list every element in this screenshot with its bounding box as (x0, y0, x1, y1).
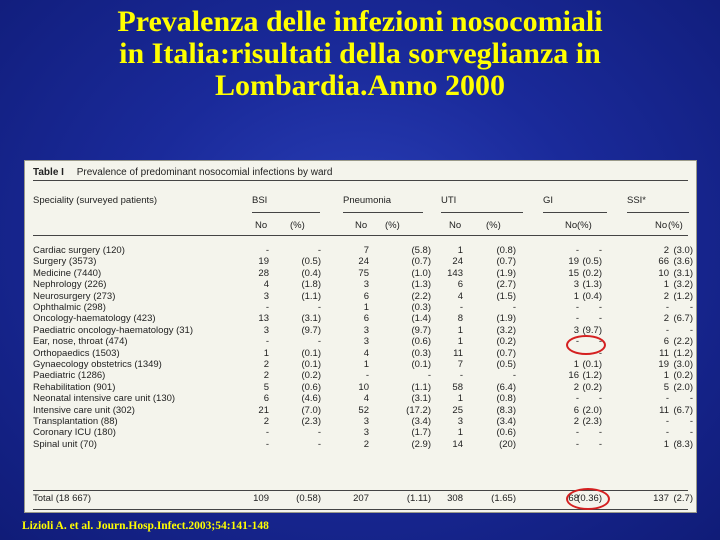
row-speciality: Coronary ICU (180) (33, 427, 116, 439)
cell-count: - (665, 427, 669, 439)
table-row (25, 291, 696, 302)
cell-count: - (265, 336, 269, 348)
subheader-pct: (%) (577, 220, 592, 231)
cell-count: 19 (568, 256, 579, 268)
cell-percent: (1.9) (496, 313, 516, 325)
bottom-rule (33, 509, 688, 510)
cell-percent: - (598, 313, 602, 325)
cell-count: 11 (453, 347, 463, 359)
slide-title (0, 6, 720, 102)
cell-count: 2 (263, 370, 269, 382)
cell-count: 1 (457, 324, 463, 336)
cell-count: 28 (258, 267, 269, 279)
cell-count: 1 (663, 438, 669, 450)
cell-percent: - (689, 427, 693, 439)
cell-percent: (1.3) (411, 279, 431, 291)
cell-percent: (0.1) (301, 359, 321, 370)
cell-count: - (575, 302, 579, 313)
cell-count: - (265, 438, 269, 450)
cell-count: 2 (573, 416, 579, 427)
cell-percent: (0.2) (582, 381, 602, 393)
cell-percent: (1.3) (582, 279, 602, 291)
cell-percent: - (512, 302, 516, 313)
cell-count: 3 (363, 279, 369, 291)
cell-percent: (3.2) (673, 279, 693, 291)
header-rule (33, 235, 688, 236)
cell-percent: - (598, 245, 602, 256)
cell-count: - (575, 313, 579, 325)
cell-percent: (9.7) (582, 324, 602, 336)
title-line-1: Prevalenza delle infezioni nosocomiali (117, 5, 603, 38)
cell-count: 24 (452, 256, 463, 268)
row-speciality: Total (18 667) (33, 493, 92, 504)
cell-count: 1 (573, 359, 579, 370)
table-row (25, 370, 696, 381)
cell-count: 25 (452, 404, 463, 416)
cell-count: 11 (659, 347, 669, 359)
cell-percent: (0.6) (411, 336, 431, 348)
cell-count: - (265, 302, 269, 313)
cell-percent: (1.65) (491, 493, 516, 504)
cell-count: - (575, 393, 579, 405)
table-row (25, 348, 696, 359)
group-header-bsi: BSI (252, 195, 268, 206)
cell-count: 6 (663, 336, 669, 348)
cell-count: 75 (358, 267, 369, 279)
cell-count: 66 (658, 256, 669, 268)
cell-percent: (0.8) (496, 393, 516, 405)
cell-count: - (459, 302, 463, 313)
cell-count: - (665, 302, 669, 313)
cell-count: 3 (457, 416, 463, 427)
cell-percent: (3.2) (496, 324, 516, 336)
cell-percent: (17.2) (406, 404, 431, 416)
cell-percent: (0.7) (496, 256, 516, 268)
cell-percent: (20) (499, 438, 516, 450)
cell-percent: (3.1) (673, 267, 693, 279)
cell-percent: (2.7) (496, 279, 516, 291)
cell-percent: - (598, 347, 602, 359)
cell-count: 1 (457, 336, 463, 348)
cell-count: 3 (263, 324, 269, 336)
cell-count: 1 (663, 370, 669, 382)
cell-count: 21 (258, 404, 269, 416)
cell-count: - (665, 324, 669, 336)
cell-percent: (0.2) (301, 370, 321, 382)
cell-percent: (0.7) (496, 347, 516, 359)
row-speciality: Paediatric oncology-haematology (31) (33, 324, 194, 336)
cell-count: 1 (263, 347, 269, 359)
group-header-uti: UTI (441, 195, 457, 206)
cell-percent: (0.7) (411, 256, 431, 268)
cell-count: 2 (663, 313, 669, 325)
cell-percent: - (317, 302, 321, 313)
cell-count: 5 (263, 381, 269, 393)
cell-count: 6 (263, 393, 269, 405)
cell-count: 1 (457, 245, 463, 256)
cell-count: 2 (263, 359, 269, 370)
cell-percent: - (512, 370, 516, 382)
cell-percent: (2.3) (301, 416, 321, 427)
cell-percent: (1.9) (496, 267, 516, 279)
table-row (25, 313, 696, 324)
table-row (25, 405, 696, 416)
cell-percent: (3.0) (673, 359, 693, 370)
cell-percent: (1.1) (411, 381, 431, 393)
table-row (25, 256, 696, 267)
cell-percent: - (598, 427, 602, 439)
cell-count: 6 (573, 404, 579, 416)
cell-percent: (0.5) (301, 256, 321, 268)
cell-count: 2 (263, 416, 269, 427)
cell-percent: (0.5) (582, 256, 602, 268)
cell-percent: - (317, 245, 321, 256)
cell-count: 5 (663, 381, 669, 393)
top-rule (33, 180, 688, 181)
cell-count: 3 (573, 324, 579, 336)
cell-percent: - (598, 393, 602, 405)
row-speciality: Ear, nose, throat (474) (33, 336, 128, 348)
table-row (25, 245, 696, 256)
cell-percent: (1.7) (411, 427, 431, 439)
cell-percent: (3.1) (411, 393, 431, 405)
cell-count: 14 (452, 438, 463, 450)
cell-percent: - (598, 336, 602, 348)
group-header-pneumonia: Pneumonia (343, 195, 392, 206)
subheader-pct: (%) (668, 220, 683, 231)
cell-percent: (0.1) (582, 359, 602, 370)
table-caption (33, 167, 332, 178)
cell-count: 52 (358, 404, 369, 416)
row-speciality: Oncology-haematology (423) (33, 313, 156, 325)
row-speciality: Neonatal intensive care unit (130) (33, 393, 176, 405)
cell-count: - (265, 245, 269, 256)
cell-percent: - (317, 438, 321, 450)
cell-count: 4 (363, 393, 369, 405)
cell-count: 1 (457, 393, 463, 405)
cell-percent: - (689, 324, 693, 336)
cell-percent: (0.36) (577, 493, 602, 504)
cell-count: 3 (363, 324, 369, 336)
cell-count: 4 (363, 347, 369, 359)
row-speciality: Rehabilitation (901) (33, 381, 116, 393)
cell-count: 58 (452, 381, 463, 393)
cell-percent: (0.6) (496, 427, 516, 439)
cell-count: 308 (447, 493, 463, 504)
cell-percent: (1.2) (582, 370, 602, 382)
cell-count: 109 (253, 493, 269, 504)
cell-percent: (1.8) (301, 279, 321, 291)
subheader-no: No (655, 220, 668, 231)
cell-count: - (575, 347, 579, 359)
citation: Lizioli A. et al. Journ.Hosp.Infect.2003;54:141-148 (22, 520, 269, 532)
cell-count: 7 (457, 359, 463, 370)
cell-count: 137 (653, 493, 669, 504)
row-speciality: Transplantation (88) (33, 416, 118, 427)
cell-percent: (0.6) (301, 381, 321, 393)
row-speciality: Spinal unit (70) (33, 438, 97, 450)
cell-count: 3 (263, 290, 269, 302)
table-row (25, 336, 696, 347)
cell-count: 3 (363, 416, 369, 427)
cell-percent: (6.4) (496, 381, 516, 393)
table-row (25, 382, 696, 393)
row-speciality: Paediatric (1286) (33, 370, 106, 382)
cell-count: - (265, 427, 269, 439)
cell-count: 1 (363, 359, 369, 370)
cell-percent: (5.8) (411, 245, 431, 256)
cell-percent: (2.2) (673, 336, 693, 348)
cell-percent: (0.2) (673, 370, 693, 382)
cell-count: 143 (447, 267, 463, 279)
row-speciality: Nephrology (226) (33, 279, 107, 291)
cell-percent: (0.58) (296, 493, 321, 504)
cell-count: 2 (663, 245, 669, 256)
row-speciality: Medicine (7440) (33, 267, 102, 279)
cell-count: - (459, 370, 463, 382)
cell-percent: (1.4) (411, 313, 431, 325)
cell-percent: (2.0) (582, 404, 602, 416)
subheader-pct: (%) (385, 220, 400, 231)
table-caption-text: Prevalence of predominant nosocomial infections by ward (76, 167, 333, 178)
row-speciality: Intensive care unit (302) (33, 404, 135, 416)
cell-percent: (3.4) (411, 416, 431, 427)
table-label: Table I (33, 167, 64, 178)
cell-count: 24 (358, 256, 369, 268)
ssi-rule (627, 212, 689, 213)
cell-percent: (4.6) (301, 393, 321, 405)
bsi-rule (252, 212, 320, 213)
cell-percent: (0.3) (411, 347, 431, 359)
row-speciality: Neurosurgery (273) (33, 290, 116, 302)
cell-percent: (2.2) (411, 290, 431, 302)
row-speciality: Cardiac surgery (120) (33, 245, 125, 256)
cell-percent: (6.7) (673, 404, 693, 416)
cell-percent: (3.6) (673, 256, 693, 268)
cell-count: 207 (353, 493, 369, 504)
cell-percent: - (689, 302, 693, 313)
cell-percent: (1.5) (496, 290, 516, 302)
table-row (25, 439, 696, 450)
table-row (25, 359, 696, 370)
cell-percent: (2.7) (673, 493, 693, 504)
cell-percent: - (598, 438, 602, 450)
cell-count: 16 (568, 370, 579, 382)
cell-percent: (9.7) (411, 324, 431, 336)
cell-count: 3 (573, 279, 579, 291)
cell-percent: (0.4) (582, 290, 602, 302)
cell-percent: (0.8) (496, 245, 516, 256)
speciality-header: Speciality (surveyed patients) (33, 195, 158, 206)
cell-percent: - (689, 416, 693, 427)
cell-percent: (7.0) (301, 404, 321, 416)
cell-count: 4 (263, 279, 269, 291)
row-speciality: Ophthalmic (298) (33, 302, 106, 313)
cell-percent: (2.0) (673, 381, 693, 393)
cell-percent: - (427, 370, 431, 382)
cell-count: 13 (258, 313, 269, 325)
title-line-2: in Italia:risultati della sorveglianza in (119, 37, 601, 70)
cell-count: - (575, 427, 579, 439)
table-image (24, 160, 697, 513)
cell-count: 3 (363, 427, 369, 439)
cell-percent: (0.1) (301, 347, 321, 359)
subheader-no: No (355, 220, 368, 231)
cell-count: - (365, 370, 369, 382)
cell-count: - (575, 245, 579, 256)
cell-count: 11 (659, 404, 669, 416)
cell-count: - (665, 393, 669, 405)
table-row (25, 416, 696, 427)
cell-percent: (0.2) (582, 267, 602, 279)
cell-count: - (575, 438, 579, 450)
cell-count: 4 (457, 290, 463, 302)
group-header-gi: GI (543, 195, 554, 206)
cell-count: 1 (363, 302, 369, 313)
cell-count: 1 (457, 427, 463, 439)
cell-percent: (3.1) (301, 313, 321, 325)
cell-percent: (3.4) (496, 416, 516, 427)
cell-percent: (0.1) (411, 359, 431, 370)
cell-percent: (8.3) (673, 438, 693, 450)
cell-percent: (3.0) (673, 245, 693, 256)
cell-percent: (1.0) (411, 267, 431, 279)
cell-percent: (1.1) (301, 290, 321, 302)
title-line-3: Lombardia.Anno 2000 (214, 69, 506, 102)
cell-count: 10 (658, 267, 669, 279)
cell-percent: (0.3) (411, 302, 431, 313)
subheader-pct: (%) (486, 220, 501, 231)
cell-count: 3 (363, 336, 369, 348)
cell-count: 2 (363, 438, 369, 450)
cell-count: 1 (663, 279, 669, 291)
cell-percent: (8.3) (496, 404, 516, 416)
cell-count: 2 (573, 381, 579, 393)
cell-percent: (1.11) (406, 493, 431, 504)
cell-percent: - (689, 393, 693, 405)
cell-count: 7 (363, 245, 369, 256)
cell-percent: - (317, 427, 321, 439)
subheader-pct: (%) (290, 220, 305, 231)
cell-percent: (0.4) (301, 267, 321, 279)
pneumonia-rule (343, 212, 423, 213)
cell-percent: (0.2) (496, 336, 516, 348)
cell-percent: (1.2) (673, 290, 693, 302)
subheader-no: No (255, 220, 268, 231)
cell-count: 68 (568, 493, 579, 504)
subheader-no: No (565, 220, 578, 231)
cell-count: 6 (363, 313, 369, 325)
cell-percent: - (317, 336, 321, 348)
cell-percent: (9.7) (301, 324, 321, 336)
cell-count: 1 (573, 290, 579, 302)
table-row (25, 427, 696, 438)
total-row (25, 493, 696, 504)
table-row (25, 325, 696, 336)
total-rule (33, 490, 688, 491)
group-header-ssi: SSI* (627, 195, 647, 206)
cell-count: 6 (457, 279, 463, 291)
row-speciality: Gynaecology obstetrics (1349) (33, 359, 162, 370)
cell-percent: (1.2) (673, 347, 693, 359)
cell-percent: (6.7) (673, 313, 693, 325)
row-speciality: Surgery (3573) (33, 256, 97, 268)
uti-rule (441, 212, 523, 213)
table-row (25, 302, 696, 313)
gi-rule (543, 212, 607, 213)
cell-percent: (0.5) (496, 359, 516, 370)
cell-count: 10 (358, 381, 369, 393)
cell-count: 19 (258, 256, 269, 268)
cell-count: 2 (663, 290, 669, 302)
cell-count: - (575, 336, 579, 348)
table-row (25, 279, 696, 290)
cell-count: 19 (658, 359, 669, 370)
cell-percent: - (598, 302, 602, 313)
cell-count: 15 (568, 267, 579, 279)
cell-count: 8 (457, 313, 463, 325)
cell-percent: (2.3) (582, 416, 602, 427)
cell-count: 6 (363, 290, 369, 302)
subheader-no: No (449, 220, 462, 231)
cell-percent: (2.9) (411, 438, 431, 450)
cell-count: - (665, 416, 669, 427)
row-speciality: Orthopaedics (1503) (33, 347, 120, 359)
table-row (25, 393, 696, 404)
table-row (25, 268, 696, 279)
